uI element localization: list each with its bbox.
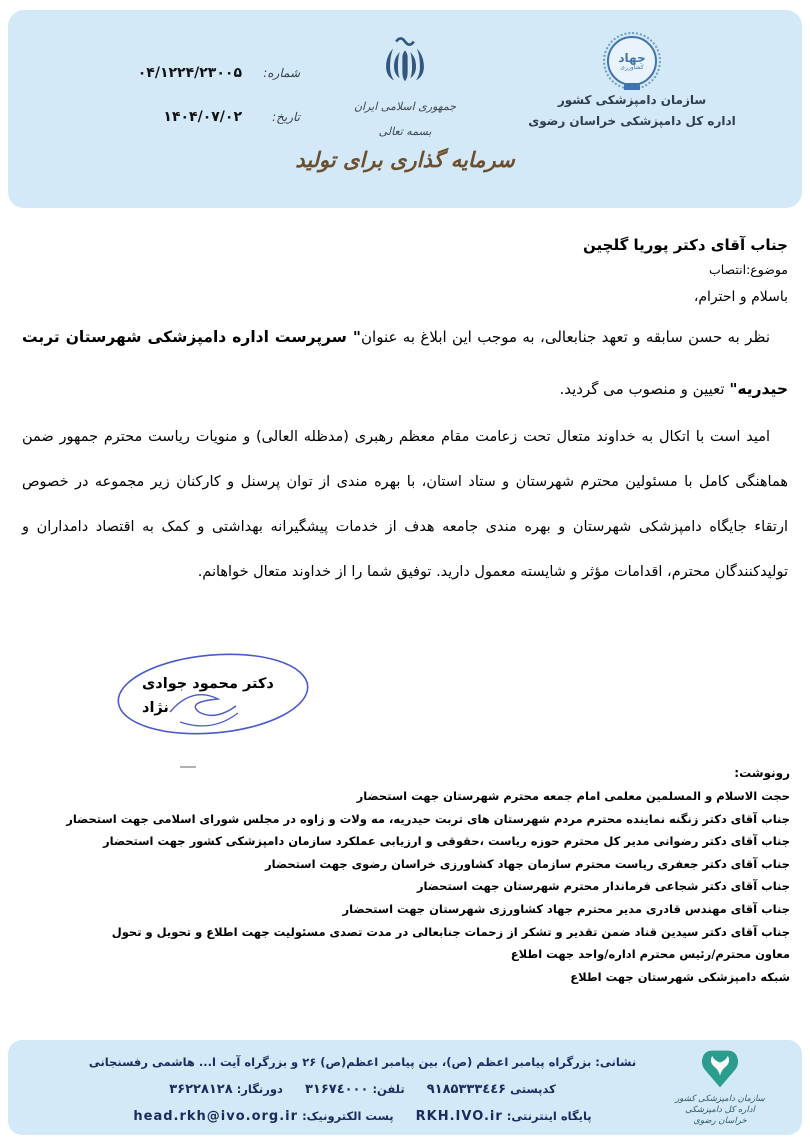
fax-label: دورنگار: bbox=[236, 1082, 283, 1096]
letter-date-row bbox=[70, 109, 300, 125]
recipient-name: جناب آقای دکتر پوریا گلچین bbox=[583, 236, 788, 254]
cc-section bbox=[0, 766, 810, 988]
signature-block bbox=[100, 648, 380, 778]
jahad-logo-text: جهاد bbox=[618, 50, 646, 65]
letter-body bbox=[0, 208, 810, 595]
website-value: RKH.IVO.ir bbox=[415, 1109, 503, 1124]
letterhead bbox=[8, 10, 802, 208]
date-label: تاریخ: bbox=[272, 110, 300, 124]
postal-value: ۹۱۸۵۳۳۳٤٤۶ bbox=[426, 1082, 507, 1097]
phone-label: تلفن: bbox=[372, 1082, 405, 1096]
phone-value: ۳۱۶۷٤۰۰۰ bbox=[304, 1082, 369, 1097]
subject-line: موضوع:انتصاب bbox=[708, 262, 788, 277]
appointment-title-bold: " سرپرست اداره دامپزشکی شهرستان تربت حیدریه" bbox=[22, 328, 788, 398]
cc-item: جناب آقای دکتر رضوانی مدیر کل محترم حوزه ریاست ،حقوقی و ارزیابی عملکرد سازمان دامپزشکی کشور جهت استحضار bbox=[103, 834, 790, 849]
footer-contact-lines bbox=[63, 1049, 662, 1130]
letter-number-row bbox=[70, 65, 300, 81]
email-label: پست الکترونیک: bbox=[302, 1109, 394, 1123]
fax-value: ۳۶۲۲۸۱۲۸ bbox=[169, 1082, 233, 1097]
cc-item: حجت الاسلام و المسلمین معلمی امام جمعه محترم شهرستان جهت استحضار bbox=[356, 789, 790, 803]
number-label: شماره: bbox=[263, 66, 300, 80]
appointment-text-start: نظر به حسن سابقه و تعهد جنابعالی، به موجب این ابلاغ به عنوان bbox=[361, 328, 770, 346]
appointment-text-end: تعیین و منصوب می گردید. bbox=[559, 380, 730, 398]
republic-title: جمهوری اسلامی ایران bbox=[353, 100, 457, 113]
signer-name-line1: دکتر محمود جوادی bbox=[142, 676, 274, 692]
number-value: ۰۴/۱۲۲۴/۲۳۰۰۵ bbox=[137, 65, 242, 81]
jahad-logo-subtext: کشاورزی bbox=[620, 63, 644, 71]
org-name-line2: اداره کل دامپزشکی خراسان رضوی bbox=[528, 114, 736, 128]
cc-item: شبکه دامپزشکی شهرستان جهت اطلاع bbox=[570, 969, 790, 984]
veterinary-organization-logo-icon bbox=[699, 1048, 741, 1090]
wishes-paragraph: امید است با اتکال به خداوند متعال تحت زعامت مقام معظم رهبری (مدظله العالی) و منویات ریاست محترم جمهور ضمن هماهنگی کامل با مسئولین محترم شهرستان و ستاد استان، با بهره مندی از توان پرسنل و کارکنان زیر مجموعه در خصوص ارتقاء جایگاه دامپزشکی شهرستان و بهره مندی جامعه هدف از خدمات پیشگیرانه بهداشتی و کمک به اقتصاد دامداران و تولیدکنندگان محترم، اقدامات مؤثر و شایسته معمول دارید. توفیق شما را از خداوند متعال خواهانم. bbox=[22, 429, 788, 580]
cc-title: رونوشت: bbox=[734, 766, 790, 780]
address-line: نشانی: بزرگراه پیامبر اعظم (ص)، بین پیامبر اعظم(ص) ۲۶ و بزرگراه آیت ا... هاشمی رفسنجانی bbox=[88, 1055, 637, 1069]
footer bbox=[8, 1040, 802, 1135]
number-date-block bbox=[70, 65, 300, 153]
cc-item: معاون محترم/رئیس محترم اداره/واحد جهت اطلاع bbox=[510, 947, 790, 962]
cc-item: جناب آقای دکتر جعفری ریاست محترم سازمان جهاد کشاورزی خراسان رضوی جهت استحضار bbox=[265, 856, 790, 871]
date-value: ۱۴۰۴/۰۷/۰۲ bbox=[163, 109, 242, 125]
year-slogan: سرمایه گذاری برای تولید bbox=[295, 148, 515, 172]
cc-item: جناب آقای دکتر زنگنه نماینده محترم مردم شهرستان های تربت حیدریه، مه ولات و زاوه در مجلس شورای اسلامی جهت استحضار bbox=[66, 811, 790, 826]
postal-label: کدپستی bbox=[510, 1082, 556, 1096]
web-email-line bbox=[63, 1103, 662, 1130]
postal-phone-fax-line bbox=[63, 1076, 662, 1103]
bismillah-text: بسمه تعالی bbox=[378, 125, 432, 138]
iran-emblem-icon bbox=[383, 32, 427, 96]
cc-list bbox=[20, 785, 790, 988]
org-name-line1: سازمان دامپزشکی کشور bbox=[557, 93, 707, 107]
salutation: باسلام و احترام، bbox=[693, 289, 788, 305]
jahad-logo-ribbon bbox=[624, 83, 640, 90]
vet-logo-caption1: سازمان دامپزشکی کشور bbox=[675, 1094, 765, 1104]
signature-stamp-icon bbox=[108, 648, 318, 753]
national-emblem-block bbox=[275, 32, 535, 172]
signer-name-line2: نژاد bbox=[142, 700, 169, 716]
email-value: head.rkh@ivo.org.ir bbox=[133, 1109, 299, 1124]
organization-block bbox=[517, 36, 747, 132]
cc-item: جناب آقای مهندس قادری مدیر محترم جهاد کشاورزی شهرستان جهت استحضار bbox=[342, 901, 790, 916]
cc-item: جناب آقای دکتر شجاعی فرماندار محترم شهرستان جهت استحضار bbox=[416, 879, 790, 894]
vet-org-logo-block bbox=[670, 1048, 770, 1127]
appointment-paragraph bbox=[22, 311, 788, 415]
website-label: پایگاه اینترنتی: bbox=[506, 1109, 592, 1123]
vet-logo-caption2: اداره کل دامپزشکی خراسان رضوی bbox=[685, 1105, 755, 1126]
cc-item: جناب آقای دکتر سیدین قناد ضمن تقدیر و تشکر از زحمات جنابعالی در مدت تصدی مسئولیت جهت اطلاع و تحویل و تحول bbox=[111, 924, 790, 939]
jahad-keshavarzi-logo-icon bbox=[607, 36, 657, 86]
